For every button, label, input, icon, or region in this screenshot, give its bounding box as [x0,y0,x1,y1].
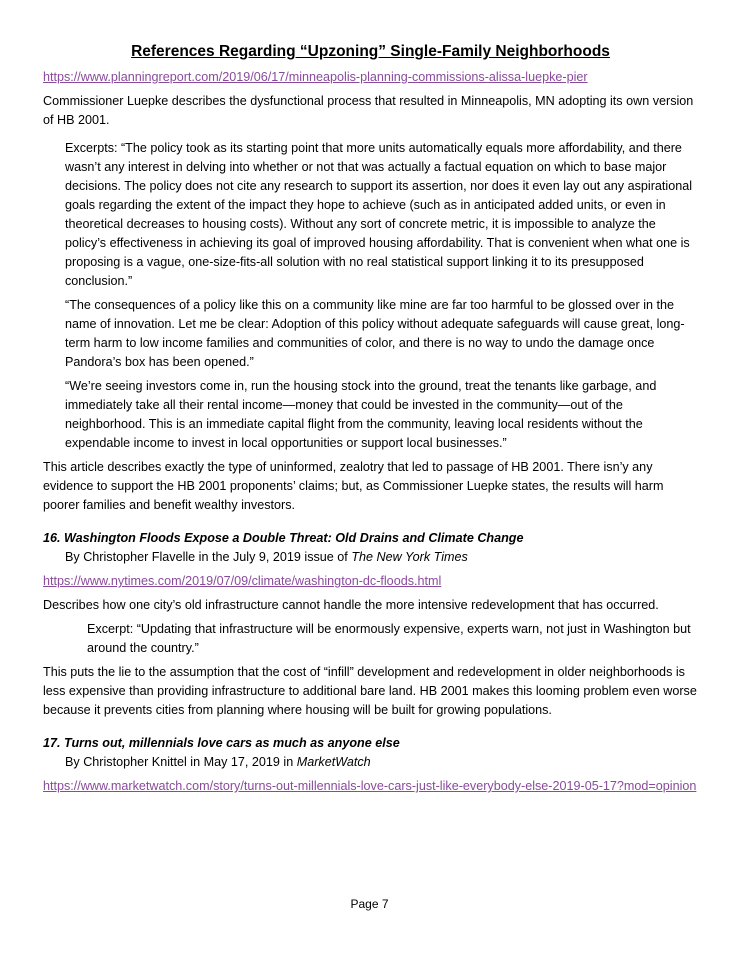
reference-16-comment: This puts the lie to the assumption that the cost of “infill” development and redevelopment in older neighborhoods is less expensive than providing infrastructure to additional bare land. HB 2001 makes this looming problem even worse because it prevents cities from planning where housing will be built for growing populations. [43,665,697,717]
reference-15-link[interactable]: https://www.planningreport.com/2019/06/17/minneapolis-planning-commissions-alissa-luepke-pier [43,70,588,84]
reference-17-publication: MarketWatch [296,755,371,769]
document-page [43,40,698,796]
reference-15-excerpt-1: Excerpts: “The policy took as its starting point that more units automatically equals more affordability, and there wasn’t any interest in delving into whether or not that was actually a factual equation on which to base major decisions. The policy does not cite any research to support its assertion, nor does it even lay out any aspirational goals regarding the extent of the impact they hope to achieve (such as in anticipated added units, or even in theoretical decreases to housing costs). Without any sort of concrete metric, it is impossible to analyze the policy’s effectiveness in achieving its goal of improved housing affordability. That is convenient when what one is proposing is a vague, one-size-fits-all solution with no real statistical support linking it to its presupposed conclusion.” [65,141,693,288]
reference-15-comment: This article describes exactly the type of uninformed, zealotry that led to passage of HB 2001. There isn’y any evidence to support the HB 2001 proponents’ claims; but, as Commissioner Luepke states, the results will harm poorer families and benefit wealthy investors. [43,460,664,512]
reference-15-excerpt-3: “We’re seeing investors come in, run the housing stock into the ground, treat the tenants like garbage, and immediately take all their rental income—money that could be invested in the community—out of the neighborhood. This is an immediate capital flight from the community, leaving local residents without the expendable income to invest in local opportunities or support local businesses.” [65,379,657,450]
reference-17-byline [43,753,698,772]
reference-17-heading: 17. Turns out, millennials love cars as much as anyone else [43,736,400,750]
reference-16-byline-text: By Christopher Flavelle in the July 9, 2019 issue of [65,550,352,564]
reference-15 [43,68,698,515]
reference-16-byline [43,548,698,567]
reference-16-publication: The New York Times [351,550,468,564]
reference-17-byline-text: By Christopher Knittel in May 17, 2019 in [65,755,297,769]
reference-15-excerpt-2: “The consequences of a policy like this on a community like mine are far too harmful to be glossed over in the name of innovation. Let me be clear: Adoption of this policy without adequate safeguards will cause great, long-term harm to low income families and communities of color, and there is no way to undo the damage once Pandora’s box has been opened.” [65,298,685,369]
reference-16-summary: Describes how one city’s old infrastructure cannot handle the more intensive redevelopment that has occurred. [43,598,659,612]
reference-16-link[interactable]: https://www.nytimes.com/2019/07/09/climate/washington-dc-floods.html [43,574,442,588]
reference-16-heading: 16. Washington Floods Expose a Double Threat: Old Drains and Climate Change [43,531,524,545]
page-number: Page 7 [350,897,389,911]
reference-16 [43,529,698,720]
reference-15-summary: Commissioner Luepke describes the dysfunctional process that resulted in Minneapolis, MN adopting its own version of HB 2001. [43,94,694,127]
page-title: References Regarding “Upzoning” Single-Family Neighborhoods [131,43,610,60]
reference-17-link[interactable]: https://www.marketwatch.com/story/turns-out-millennials-love-cars-just-like-everybody-else-2019-05-17?mod=opinion [43,779,697,793]
reference-17 [43,734,698,796]
reference-16-excerpt: Excerpt: “Updating that infrastructure will be enormously expensive, experts warn, not just in Washington but around the country.” [87,622,691,655]
